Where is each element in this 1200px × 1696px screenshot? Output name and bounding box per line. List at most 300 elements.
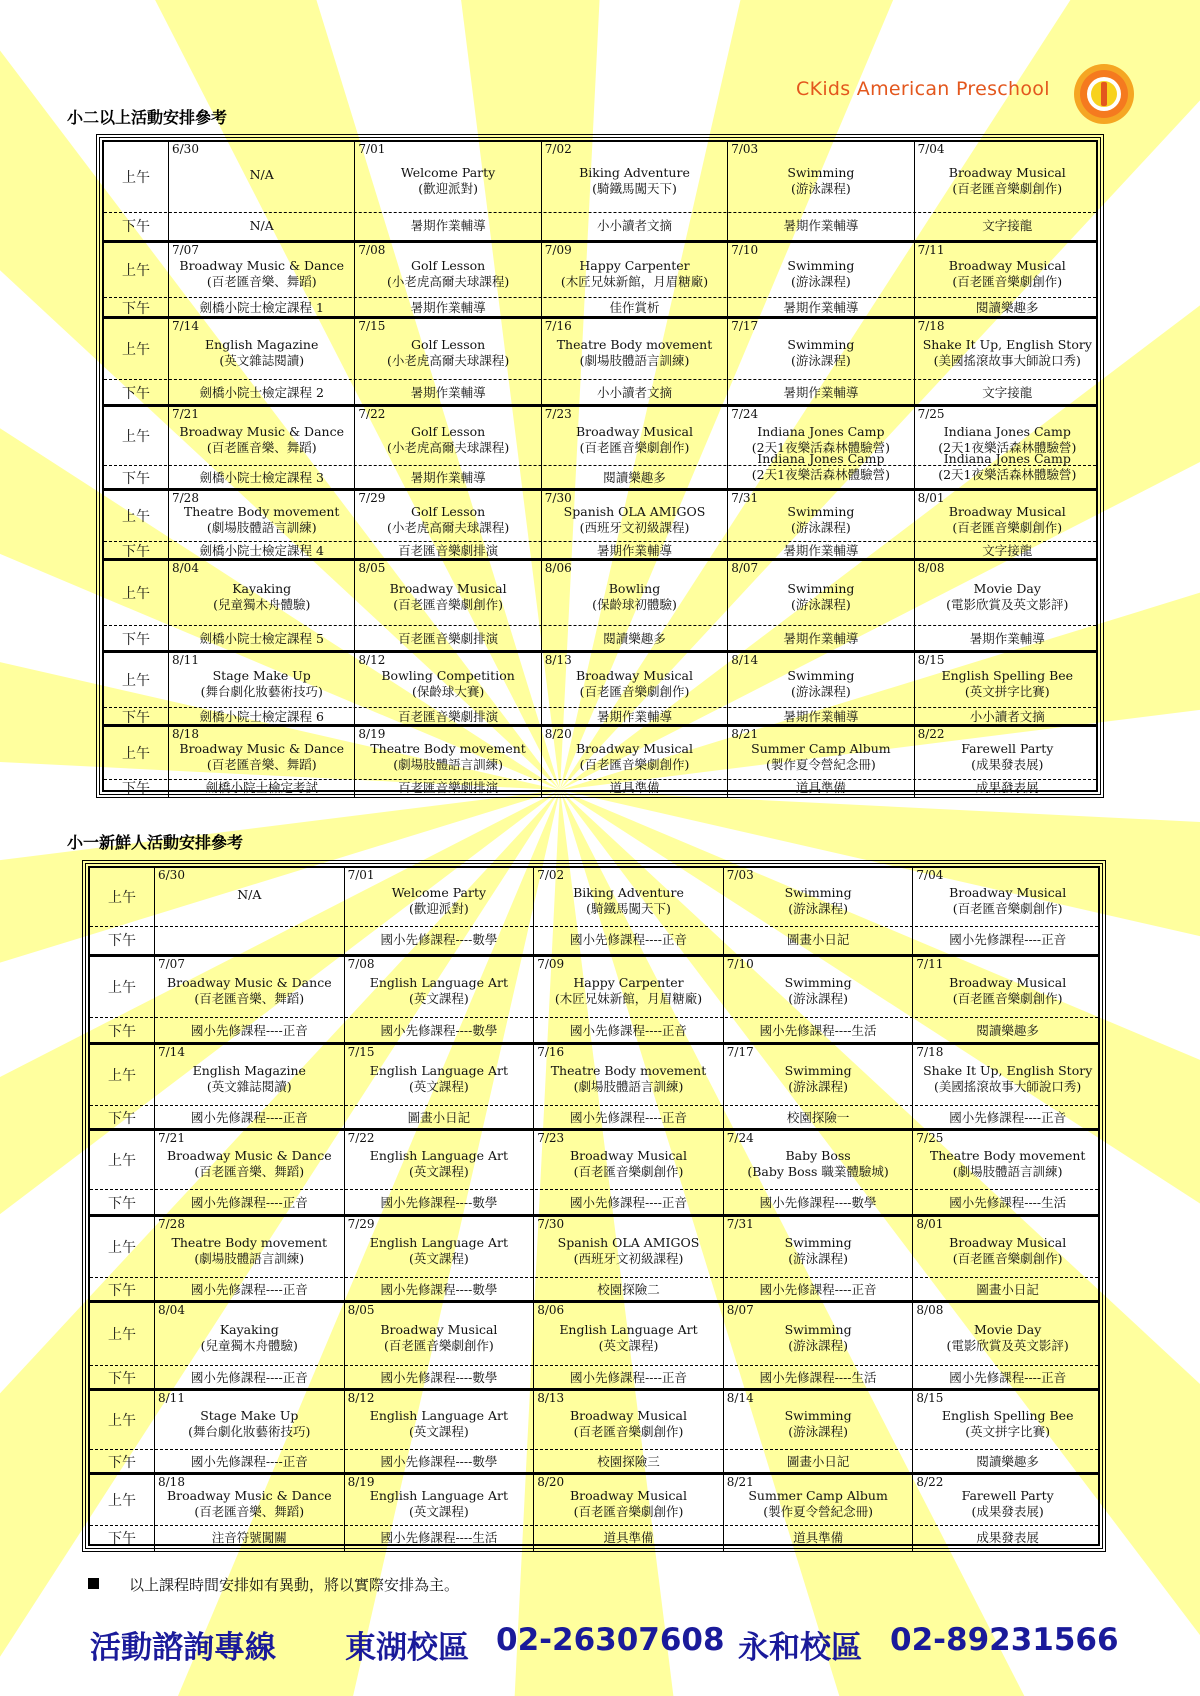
day-cell xyxy=(533,868,723,954)
am-activity-title: Swimming xyxy=(784,975,852,990)
am-activity-title: Happy Carpenter xyxy=(579,258,690,273)
am-activity-title: Broadway Musical xyxy=(380,1322,498,1337)
pm-activity: N/A xyxy=(249,218,274,233)
am-activity-subtitle: (木匠兄妹新館，月眉糖廠) xyxy=(560,274,709,289)
square-bullet-icon xyxy=(88,1578,99,1589)
branch-phone-yonghe: 02-89231566 xyxy=(890,1622,1119,1658)
pm-activity: 校園探險一 xyxy=(786,1110,850,1125)
am-activity-subtitle: (百老匯音樂、舞蹈) xyxy=(206,757,317,772)
day-date: 8/14 xyxy=(726,1391,754,1405)
day-cell xyxy=(533,1131,723,1217)
am-activity-subtitle: (電影欣賞及英文影評) xyxy=(946,1338,1069,1353)
day-cell xyxy=(168,653,354,727)
pm-activity: 暑期作業輔導 xyxy=(969,631,1045,646)
am-label: 上午 xyxy=(108,890,136,906)
day-cell xyxy=(168,491,354,561)
pm-activity: 劍橋小院士檢定課程 3 xyxy=(199,470,324,485)
day-date: 8/05 xyxy=(358,561,386,575)
am-activity-title: Spanish OLA AMIGOS xyxy=(563,504,706,519)
pm-activity: 閱讀樂趣多 xyxy=(976,1454,1039,1469)
pm-activity: 劍橋小院士檢定課程 1 xyxy=(199,300,324,315)
am-activity-title: English Language Art xyxy=(559,1322,698,1337)
day-cell xyxy=(912,1391,1102,1475)
pm-activity: 國小先修課程----正音 xyxy=(949,1370,1067,1385)
week-row xyxy=(90,1300,1098,1391)
am-activity-title: Broadway Music & Dance xyxy=(167,975,332,990)
pm-activity: 圖畫小日記 xyxy=(786,1454,850,1469)
pm-activity: 文字接龍 xyxy=(982,543,1033,558)
pm-activity: 暑期作業輔導 xyxy=(596,543,672,558)
day-date: 8/01 xyxy=(916,1217,944,1231)
am-activity-subtitle: (2天1夜樂活森林體驗營) xyxy=(938,440,1077,455)
pm-label: 下午 xyxy=(108,1283,136,1299)
sun-logo-icon xyxy=(1072,62,1136,126)
day-date: 8/13 xyxy=(544,653,572,667)
day-cell xyxy=(912,1131,1102,1217)
am-activity-subtitle: (百老匯音樂劇創作) xyxy=(579,440,690,455)
am-activity-subtitle: (游泳課程) xyxy=(791,353,851,368)
day-date: 7/15 xyxy=(358,319,386,333)
day-cell xyxy=(533,1475,723,1551)
pm-activity: 國小先修課程----正音 xyxy=(190,1282,308,1297)
pm-activity: 閱讀樂趣多 xyxy=(976,1023,1039,1038)
am-activity-title: English Language Art xyxy=(369,1063,509,1078)
pm-activity: 國小先修課程----正音 xyxy=(190,1370,308,1385)
day-date: 8/15 xyxy=(916,1391,944,1405)
am-label: 上午 xyxy=(122,746,150,762)
pm-activity: 佳作賞析 xyxy=(609,300,660,315)
am-activity-title: Broadway Musical xyxy=(389,581,507,596)
am-label: 上午 xyxy=(108,1153,136,1169)
day-date: 7/29 xyxy=(358,491,386,505)
am-activity-subtitle: (小老虎高爾夫球課程) xyxy=(386,274,510,289)
am-activity-subtitle: (西班牙文初級課程) xyxy=(579,520,690,535)
footer-note-text: 以上課程時間安排如有異動，將以實際安排為主。 xyxy=(129,1576,460,1594)
day-cell xyxy=(723,957,913,1045)
day-cell xyxy=(168,407,354,491)
day-cell xyxy=(344,1303,534,1391)
am-activity-subtitle: (美國搖滾故事大師說口秀) xyxy=(934,1079,1082,1094)
day-cell xyxy=(344,1131,534,1217)
pm-label: 下午 xyxy=(108,1024,136,1040)
am-activity-subtitle: (百老匯音樂、舞蹈) xyxy=(194,1504,305,1519)
am-activity-title: Biking Adventure xyxy=(573,885,684,900)
am-activity-title: Swimming xyxy=(787,581,855,596)
day-cell xyxy=(354,727,540,797)
am-activity-subtitle: (百老匯音樂劇創作) xyxy=(952,901,1063,916)
am-activity-title: Swimming xyxy=(784,1408,852,1423)
am-activity-subtitle: (百老匯音樂劇創作) xyxy=(573,1504,684,1519)
week-row xyxy=(90,1388,1098,1475)
day-date: 8/20 xyxy=(537,1475,565,1489)
day-cell xyxy=(344,1217,534,1303)
am-activity-title: N/A xyxy=(249,167,274,182)
am-activity-subtitle: (小老虎高爾夫球課程) xyxy=(386,520,510,535)
day-cell xyxy=(914,407,1100,491)
schedule-table-grade1 xyxy=(82,860,1106,1552)
day-cell xyxy=(354,653,540,727)
am-activity-subtitle: (英文課程) xyxy=(409,1251,469,1266)
day-cell xyxy=(727,407,913,491)
am-activity-title: English Spelling Bee xyxy=(941,668,1074,683)
pm-activity: 暑期作業輔導 xyxy=(410,300,486,315)
day-cell xyxy=(727,319,913,407)
am-activity-subtitle: (百老匯音樂劇創作) xyxy=(384,1338,494,1353)
section-title-grade2: 小二以上活動安排參考 xyxy=(67,108,228,127)
day-cell xyxy=(168,561,354,653)
pm-activity: 百老匯音樂劇排演 xyxy=(398,543,499,558)
day-date: 7/24 xyxy=(726,1131,754,1145)
day-date: 7/23 xyxy=(537,1131,565,1145)
pm-activity: 國小先修課程----數學 xyxy=(380,1023,498,1038)
day-date: 7/22 xyxy=(347,1131,375,1145)
am-activity-subtitle: (劇場肢體語言訓練) xyxy=(579,353,690,368)
week-row xyxy=(104,650,1096,727)
am-activity-title: Indiana Jones Camp xyxy=(757,424,885,439)
am-activity-subtitle: (游泳課程) xyxy=(788,901,848,916)
pm-label: 下午 xyxy=(122,781,150,797)
am-label: 上午 xyxy=(108,1068,136,1084)
day-cell xyxy=(912,1303,1102,1391)
pm-activity: 成果發表展 xyxy=(976,1530,1039,1545)
day-cell xyxy=(723,868,913,954)
day-date: 7/02 xyxy=(544,142,572,156)
am-activity-title: English Magazine xyxy=(205,337,319,352)
pm-activity: 劍橋小院士檢定考試 xyxy=(205,780,318,795)
day-date: 7/21 xyxy=(158,1131,185,1145)
am-activity-subtitle: (西班牙文初級課程) xyxy=(573,1251,684,1266)
day-cell xyxy=(541,727,727,797)
am-activity-title: Shake It Up, English Story xyxy=(922,337,1092,352)
day-cell xyxy=(914,727,1100,797)
week-row xyxy=(104,724,1096,797)
pm-activity: 國小先修課程----數學 xyxy=(380,1282,498,1297)
day-cell xyxy=(727,653,913,727)
day-cell xyxy=(168,319,354,407)
am-activity-title: Broadway Music & Dance xyxy=(179,258,344,273)
am-activity-subtitle: (英文課程) xyxy=(409,1164,469,1179)
day-cell xyxy=(154,868,344,954)
day-cell xyxy=(541,142,727,240)
pm-label: 下午 xyxy=(108,1111,136,1127)
day-date: 7/17 xyxy=(731,319,759,333)
day-cell xyxy=(723,1131,913,1217)
day-date: 7/11 xyxy=(917,243,945,257)
day-cell xyxy=(533,1045,723,1131)
pm-activity-subtitle: (2天1夜樂活森林體驗營) xyxy=(751,467,890,482)
week-row xyxy=(104,142,1096,240)
day-date: 8/01 xyxy=(917,491,945,505)
am-activity-subtitle: (游泳課程) xyxy=(788,991,848,1006)
am-activity-subtitle: (游泳課程) xyxy=(791,684,851,699)
brand-name: CKids American Preschool xyxy=(796,78,1050,100)
day-cell xyxy=(154,1217,344,1303)
day-cell xyxy=(727,727,913,797)
am-activity-title: Theatre Body movement xyxy=(929,1148,1086,1163)
day-date: 7/03 xyxy=(731,142,759,156)
am-activity-subtitle: (歡迎派對) xyxy=(409,901,469,916)
pm-activity: 暑期作業輔導 xyxy=(783,385,859,400)
day-date: 7/09 xyxy=(544,243,572,257)
am-activity-subtitle: (游泳課程) xyxy=(788,1424,848,1439)
day-cell xyxy=(354,319,540,407)
am-activity-subtitle: (英文課程) xyxy=(409,991,469,1006)
day-date: 7/28 xyxy=(172,491,199,505)
pm-activity: 國小先修課程----正音 xyxy=(190,1454,308,1469)
am-label: 上午 xyxy=(108,980,136,996)
day-cell xyxy=(533,957,723,1045)
week-row xyxy=(104,316,1096,407)
pm-activity: 道具準備 xyxy=(609,780,660,795)
day-cell xyxy=(344,957,534,1045)
pm-activity: 暑期作業輔導 xyxy=(783,218,859,233)
pm-activity: 國小先修課程----正音 xyxy=(570,1023,687,1038)
am-activity-subtitle: (百老匯音樂劇創作) xyxy=(393,597,503,612)
pm-activity: 百老匯音樂劇排演 xyxy=(398,780,499,795)
day-date: 7/31 xyxy=(731,491,759,505)
pm-activity: 國小先修課程----正音 xyxy=(190,1110,308,1125)
am-activity-subtitle: (游泳課程) xyxy=(791,520,851,535)
am-activity-title: Shake It Up, English Story xyxy=(923,1063,1093,1078)
am-activity-subtitle: (電影欣賞及英文影評) xyxy=(946,597,1069,612)
am-activity-title: Broadway Music & Dance xyxy=(179,424,344,439)
am-activity-title: Kayaking xyxy=(219,1322,279,1337)
pm-activity: 注音符號闖關 xyxy=(211,1530,287,1545)
am-activity-title: Broadway Musical xyxy=(569,1408,687,1423)
pm-activity: 暑期作業輔導 xyxy=(410,218,486,233)
day-date: 7/16 xyxy=(537,1045,565,1059)
day-cell xyxy=(914,319,1100,407)
pm-activity: 國小先修課程----生活 xyxy=(949,1195,1067,1210)
pm-activity: 國小先修課程----正音 xyxy=(570,932,687,947)
am-activity-title: Golf Lesson xyxy=(410,424,486,439)
day-cell xyxy=(541,561,727,653)
am-activity-title: Swimming xyxy=(784,1322,852,1337)
am-activity-subtitle: (木匠兄妹新館，月眉糖廠) xyxy=(554,991,703,1006)
day-date: 7/25 xyxy=(917,407,945,421)
am-activity-subtitle: (游泳課程) xyxy=(788,1251,848,1266)
day-cell xyxy=(168,142,354,240)
am-activity-subtitle: (2天1夜樂活森林體驗營) xyxy=(751,440,890,455)
pm-activity: 校園探險二 xyxy=(597,1282,660,1297)
brand-logo xyxy=(790,60,1140,130)
day-cell xyxy=(344,1045,534,1131)
schedule-table-grade2 xyxy=(96,134,1104,798)
day-date: 7/07 xyxy=(158,957,185,971)
pm-activity: 劍橋小院士檢定課程 5 xyxy=(199,631,324,646)
day-cell xyxy=(727,561,913,653)
pm-activity: 國小先修課程----生活 xyxy=(759,1370,877,1385)
am-label: 上午 xyxy=(122,170,150,186)
am-activity-title: Welcome Party xyxy=(400,165,496,180)
day-cell xyxy=(354,407,540,491)
day-date: 7/01 xyxy=(347,868,375,882)
am-activity-subtitle: (劇場肢體語言訓練) xyxy=(194,1251,305,1266)
am-activity-title: Golf Lesson xyxy=(410,504,486,519)
pm-activity: 國小先修課程----正音 xyxy=(949,1110,1067,1125)
day-date: 7/14 xyxy=(158,1045,185,1059)
am-activity-subtitle: (劇場肢體語言訓練) xyxy=(952,1164,1063,1179)
day-date: 8/07 xyxy=(731,561,759,575)
am-activity-title: English Language Art xyxy=(369,1488,509,1503)
pm-activity: 閱讀樂趣多 xyxy=(603,470,666,485)
footer-note xyxy=(88,1574,459,1595)
am-label: 上午 xyxy=(108,1240,136,1256)
day-cell xyxy=(168,727,354,797)
am-activity-title: Golf Lesson xyxy=(410,337,486,352)
day-date: 7/25 xyxy=(916,1131,944,1145)
day-date: 6/30 xyxy=(172,142,199,156)
am-activity-title: Spanish OLA AMIGOS xyxy=(557,1235,700,1250)
pm-label: 下午 xyxy=(122,219,150,235)
am-label: 上午 xyxy=(108,1413,136,1429)
day-cell xyxy=(154,1303,344,1391)
am-activity-title: Broadway Musical xyxy=(948,165,1066,180)
am-label: 上午 xyxy=(108,1493,136,1509)
am-activity-subtitle: (百老匯音樂、舞蹈) xyxy=(194,991,305,1006)
day-cell xyxy=(154,1045,344,1131)
day-date: 8/08 xyxy=(917,561,945,575)
am-activity-subtitle: (騎鐵馬闖天下) xyxy=(592,181,677,196)
pm-activity: 國小先修課程----生活 xyxy=(759,1023,877,1038)
pm-activity: 國小先修課程----正音 xyxy=(570,1195,687,1210)
day-date: 6/30 xyxy=(158,868,185,882)
am-activity-subtitle: (劇場肢體語言訓練) xyxy=(573,1079,684,1094)
am-activity-title: Swimming xyxy=(784,1063,852,1078)
day-cell xyxy=(154,957,344,1045)
day-date: 7/04 xyxy=(917,142,945,156)
am-label: 上午 xyxy=(122,263,150,279)
day-date: 7/18 xyxy=(917,319,945,333)
am-activity-title: Broadway Musical xyxy=(575,424,694,439)
pm-label: 下午 xyxy=(122,544,150,560)
pm-activity: 國小先修課程----正音 xyxy=(570,1110,687,1125)
pm-label: 下午 xyxy=(122,710,150,726)
day-date: 7/30 xyxy=(537,1217,565,1231)
am-activity-title: Broadway Musical xyxy=(575,668,694,683)
am-activity-subtitle: (英文課程) xyxy=(409,1424,469,1439)
am-activity-title: Bowling xyxy=(608,581,661,596)
day-cell xyxy=(914,653,1100,727)
am-activity-subtitle: (百老匯音樂劇創作) xyxy=(573,1424,684,1439)
pm-activity: 道具準備 xyxy=(795,780,846,795)
am-label: 上午 xyxy=(122,429,150,445)
am-activity-subtitle: (游泳課程) xyxy=(791,597,851,612)
am-label: 上午 xyxy=(122,673,150,689)
am-activity-subtitle: (Baby Boss 職業體驗城) xyxy=(747,1164,889,1179)
am-activity-title: Swimming xyxy=(787,504,855,519)
day-cell xyxy=(354,561,540,653)
day-cell xyxy=(912,1045,1102,1131)
pm-activity: 暑期作業輔導 xyxy=(783,631,859,646)
am-label: 上午 xyxy=(122,509,150,525)
am-activity-title: Kayaking xyxy=(232,581,292,596)
day-date: 7/02 xyxy=(537,868,565,882)
section-title-grade1: 小一新鮮人活動安排參考 xyxy=(67,833,244,852)
pm-activity: 劍橋小院士檢定課程 2 xyxy=(199,385,324,400)
am-activity-subtitle: (小老虎高爾夫球課程) xyxy=(386,440,510,455)
pm-activity: 國小先修課程----生活 xyxy=(380,1530,498,1545)
day-date: 8/19 xyxy=(358,727,386,741)
day-cell xyxy=(154,1475,344,1551)
day-cell xyxy=(344,1391,534,1475)
am-activity-subtitle: (英文課程) xyxy=(598,1338,659,1353)
day-date: 7/17 xyxy=(726,1045,754,1059)
day-cell xyxy=(344,868,534,954)
am-activity-title: Swimming xyxy=(784,1235,852,1250)
pm-activity: 國小先修課程----正音 xyxy=(759,1282,877,1297)
day-date: 7/08 xyxy=(347,957,375,971)
am-activity-title: English Language Art xyxy=(369,975,509,990)
pm-activity: 圖畫小日記 xyxy=(786,932,850,947)
am-activity-subtitle: (騎鐵馬闖天下) xyxy=(586,901,671,916)
am-activity-subtitle: (英文雜誌閱讀) xyxy=(219,353,305,368)
pm-activity: 國小先修課程----正音 xyxy=(190,1023,308,1038)
am-activity-subtitle: (美國搖滾故事大師說口秀) xyxy=(933,353,1081,368)
am-activity-title: Golf Lesson xyxy=(410,258,486,273)
day-date: 8/08 xyxy=(916,1303,944,1317)
branch-name-yonghe: 永和校區 xyxy=(738,1630,862,1666)
day-date: 7/28 xyxy=(158,1217,185,1231)
pm-label: 下午 xyxy=(108,1371,136,1387)
am-activity-title: Stage Make Up xyxy=(200,1408,299,1423)
am-activity-title: Farewell Party xyxy=(961,1488,1054,1503)
pm-activity: 百老匯音樂劇排演 xyxy=(398,709,499,724)
am-activity-title: Bowling Competition xyxy=(381,668,515,683)
am-activity-title: Summer Camp Album xyxy=(748,1488,888,1503)
week-row xyxy=(90,954,1098,1045)
am-activity-title: English Language Art xyxy=(369,1408,509,1423)
day-date: 7/11 xyxy=(916,957,944,971)
day-date: 7/07 xyxy=(172,243,199,257)
am-activity-subtitle: (舞台劇化妝藝術技巧) xyxy=(188,1424,311,1439)
day-cell xyxy=(727,491,913,561)
day-date: 8/04 xyxy=(172,561,199,575)
pm-activity: 文字接龍 xyxy=(982,385,1033,400)
am-activity-title: Swimming xyxy=(787,337,855,352)
day-date: 8/22 xyxy=(917,727,945,741)
am-activity-subtitle: (百老匯音樂劇創作) xyxy=(952,520,1063,535)
am-activity-subtitle: (製作夏令營紀念冊) xyxy=(766,757,876,772)
am-activity-title: Broadway Music & Dance xyxy=(179,741,344,756)
am-activity-title: Broadway Musical xyxy=(949,885,1067,900)
day-cell xyxy=(533,1391,723,1475)
day-date: 8/18 xyxy=(158,1475,185,1489)
branch-name-donghu: 東湖校區 xyxy=(345,1630,469,1666)
day-date: 7/29 xyxy=(347,1217,375,1231)
day-cell xyxy=(914,491,1100,561)
day-date: 8/04 xyxy=(158,1303,185,1317)
am-activity-subtitle: (百老匯音樂劇創作) xyxy=(952,181,1063,196)
day-cell xyxy=(723,1045,913,1131)
pm-label: 下午 xyxy=(108,1455,136,1471)
day-date: 8/14 xyxy=(731,653,759,667)
pm-label: 下午 xyxy=(108,1196,136,1212)
am-activity-subtitle: (劇場肢體語言訓練) xyxy=(206,520,317,535)
day-date: 7/10 xyxy=(731,243,759,257)
day-date: 7/09 xyxy=(537,957,565,971)
day-cell xyxy=(541,491,727,561)
day-date: 8/21 xyxy=(726,1475,754,1489)
am-activity-subtitle: (製作夏令營紀念冊) xyxy=(763,1504,873,1519)
pm-label: 下午 xyxy=(108,1531,136,1547)
pm-activity: 國小先修課程----正音 xyxy=(570,1370,687,1385)
pm-activity: 劍橋小院士檢定課程 6 xyxy=(199,709,324,724)
am-activity-title: Broadway Musical xyxy=(948,258,1066,273)
am-activity-subtitle: (英文拼字比賽) xyxy=(965,1424,1051,1439)
day-cell xyxy=(168,243,354,319)
am-activity-subtitle: (兒童獨木舟體驗) xyxy=(200,1338,298,1353)
